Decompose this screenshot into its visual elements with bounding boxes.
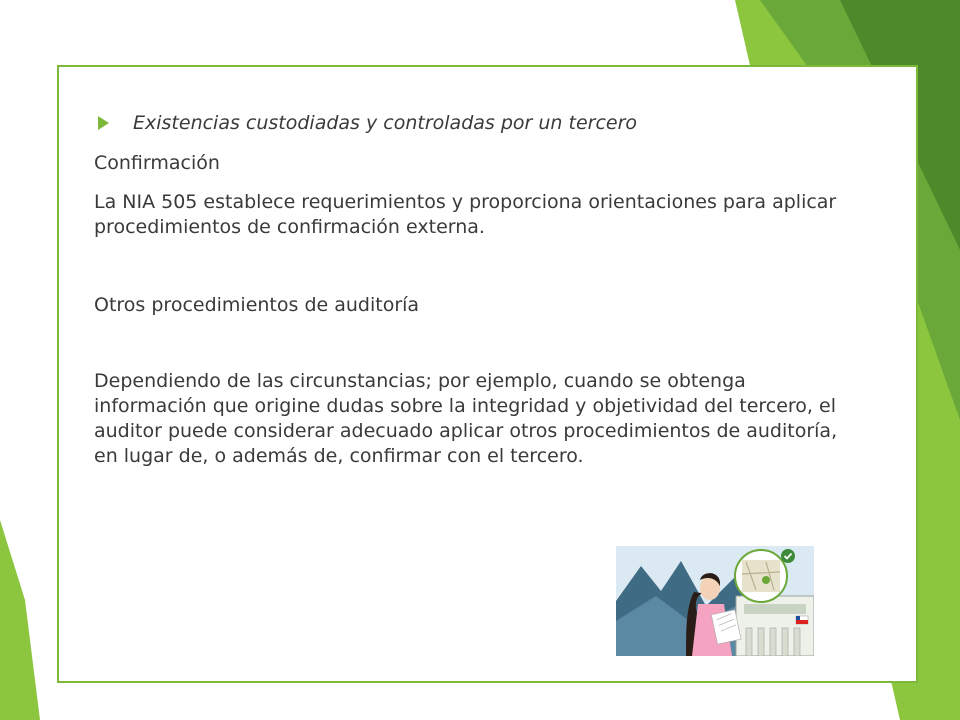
bullet-heading: Existencias custodiadas y controladas por un tercero — [133, 112, 638, 134]
map-icon — [742, 560, 780, 592]
building-sign — [744, 604, 806, 614]
bullet-arrow-icon — [98, 116, 109, 130]
nia-paragraph: La NIA 505 establece requerimientos y proporciona orientaciones para aplicar procedimientos de confirmación externa. — [94, 191, 837, 238]
dependiendo-paragraph: Dependiendo de las circunstancias; por ejemplo, cuando se obtenga información que origine dudas sobre la integridad y objetividad del tercero, el auditor puede considerar adecuado aplicar otros procedimientos de auditoría, en lugar de, o además de, confirmar con el tercero. — [94, 370, 838, 467]
map-pin-icon — [762, 576, 770, 584]
bullet-item — [94, 112, 864, 134]
stripe-left-bottom — [0, 520, 40, 720]
confirmation-heading: Confirmación — [94, 152, 220, 174]
slide-content — [94, 112, 864, 469]
check-badge-icon — [781, 549, 795, 563]
consulate-illustration — [616, 546, 814, 656]
otros-heading: Otros procedimientos de auditoría — [94, 294, 420, 316]
